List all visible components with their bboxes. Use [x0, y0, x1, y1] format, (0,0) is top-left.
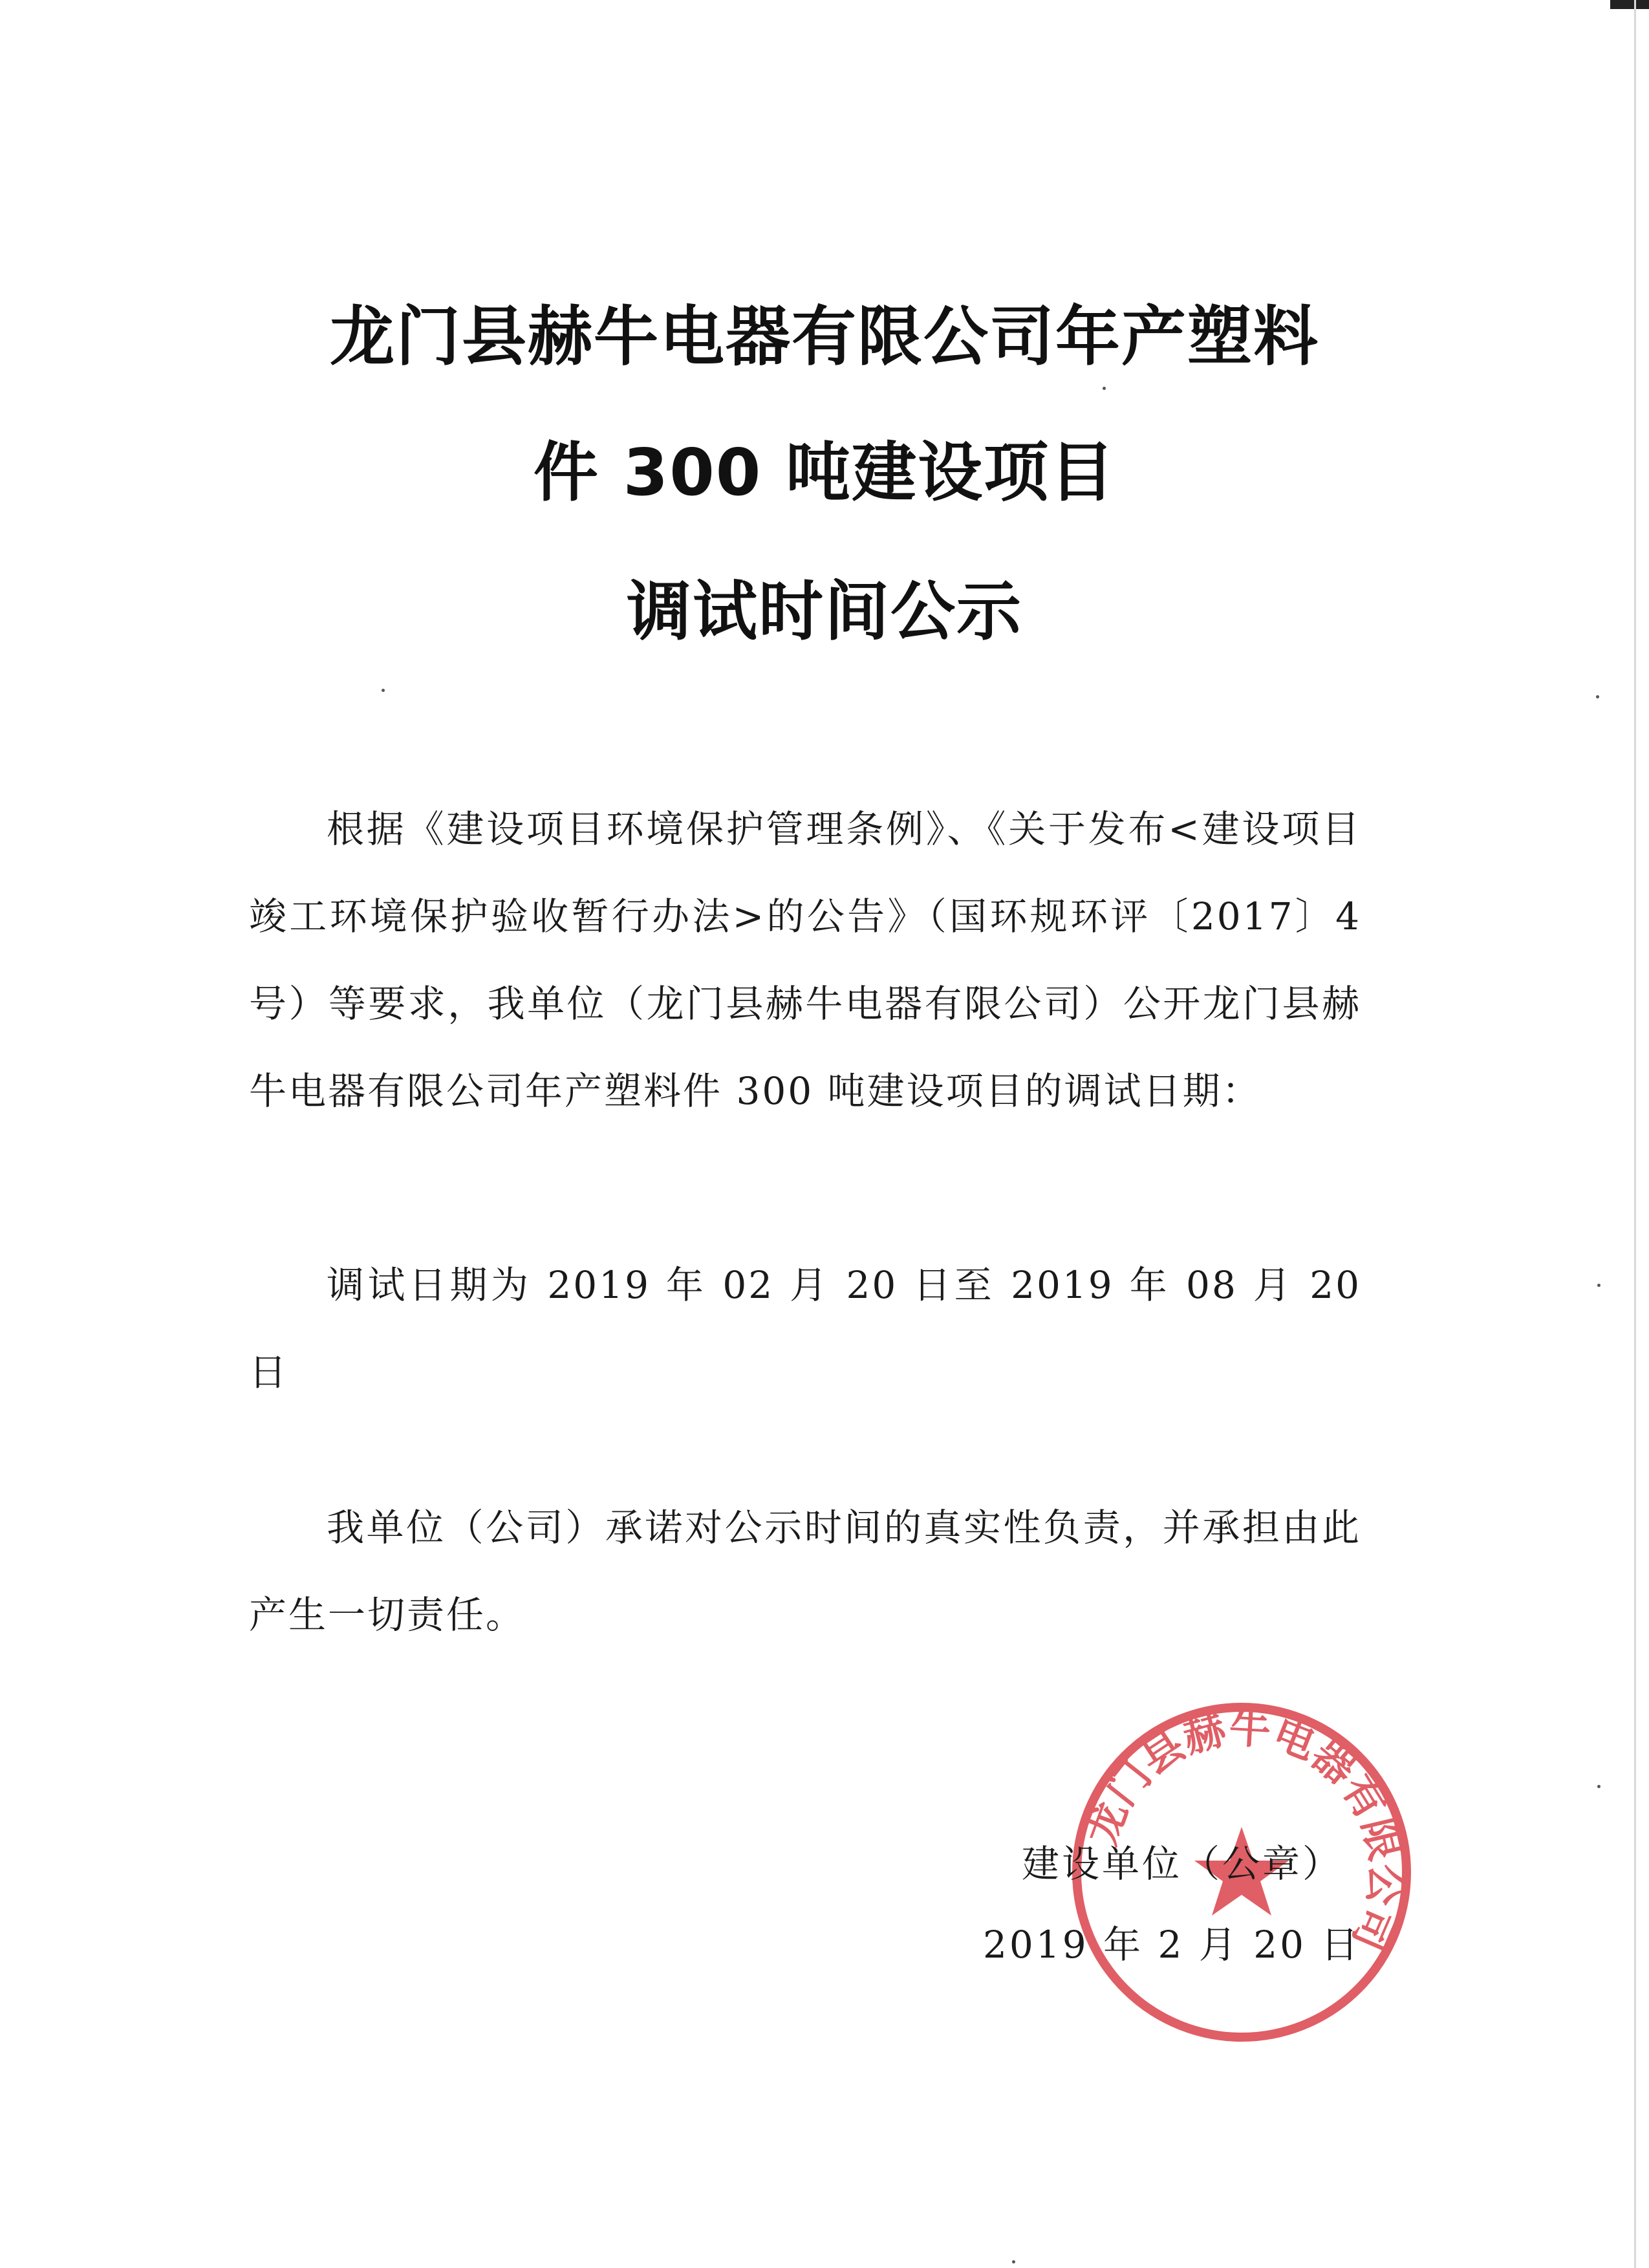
paragraph-debug-period	[249, 1242, 1361, 1416]
paragraph-legal-basis-text: 根据《建设项目环境保护管理条例》、《关于发布<建设项目竣工环境保护验收暂行办法>的公告》（国环规环评〔2017〕4 号）等要求，我单位（龙门县赫牛电器有限公司）公开龙门县赫牛电器有限公司年产塑料件 300 吨建设项目的调试日期：	[249, 807, 1361, 1113]
paragraph-commitment-text: 我单位（公司）承诺对公示时间的真实性负责，并承担由此产生一切责任。	[249, 1506, 1361, 1637]
document-title-line-3: 调试时间公示	[627, 574, 1022, 649]
signature-unit-label: 建设单位（公章）	[1022, 1842, 1343, 1886]
signature-date: 2019 年 2 月 20 日	[983, 1923, 1361, 1967]
paragraph-legal-basis	[249, 786, 1361, 1135]
seal-arc-text: 龙门县赫牛电器有限公司	[1077, 1704, 1410, 1958]
scan-speck	[1597, 1284, 1600, 1287]
scan-edge-mark	[1610, 0, 1649, 9]
scan-speck	[1103, 387, 1106, 390]
scan-speck	[1012, 2260, 1015, 2263]
scan-speck	[1596, 695, 1599, 698]
document-title-line-2: 件 300 吨建设项目	[533, 435, 1116, 510]
paragraph-debug-period-text: 调试日期为 2019 年 02 月 20 日至 2019 年 08 月 20 日	[249, 1263, 1361, 1394]
paragraph-commitment	[249, 1484, 1361, 1659]
scan-speck	[1597, 1785, 1600, 1788]
document-title-line-1: 龙门县赫牛电器有限公司年产塑料	[330, 299, 1319, 374]
scan-speck	[382, 689, 385, 692]
